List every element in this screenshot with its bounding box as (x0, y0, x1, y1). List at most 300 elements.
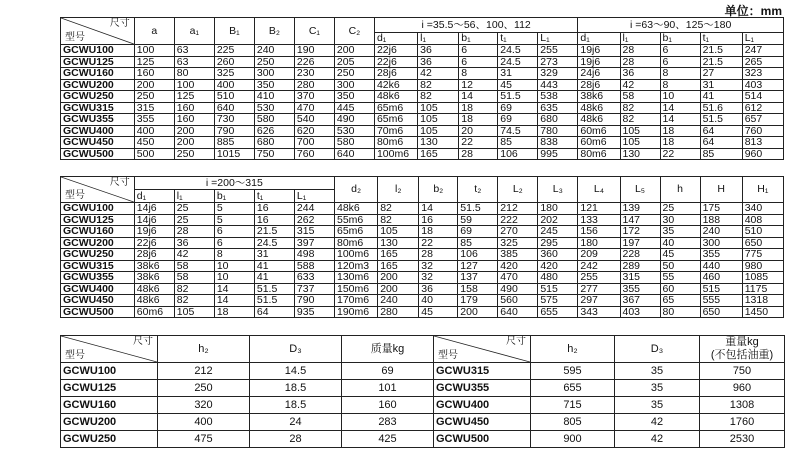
model-cell: GCWU200 (61, 79, 135, 91)
value-cell: 515 (538, 283, 578, 295)
table-row (61, 148, 784, 160)
value-cell: 18.5 (250, 397, 342, 414)
value-cell: 31 (700, 79, 742, 91)
value-cell: 130 (378, 237, 419, 249)
value-cell: 222 (498, 214, 538, 226)
value-cell: 19j6 (578, 56, 620, 68)
value-cell: 41 (254, 260, 294, 272)
value-cell: 32 (419, 260, 458, 272)
header-cell (700, 336, 785, 363)
model-cell: GCWU125 (61, 380, 158, 397)
value-cell: 790 (294, 295, 334, 307)
table-row (61, 45, 784, 57)
value-cell: 18 (660, 125, 700, 137)
value-cell: 58 (174, 260, 214, 272)
table-row (61, 283, 784, 295)
value-cell: 18 (459, 102, 498, 114)
model-cell: GCWU500 (434, 431, 531, 448)
value-cell: 63 (174, 45, 214, 57)
value-cell: 36 (620, 68, 660, 80)
table-row (61, 431, 785, 448)
value-cell: 51.5 (254, 283, 294, 295)
value-cell: 41 (700, 91, 742, 103)
value-cell: 65m6 (374, 102, 417, 114)
value-cell: 16 (254, 203, 294, 215)
table-2-body (61, 203, 784, 318)
value-cell: 367 (620, 295, 660, 307)
value-cell: 60m6 (578, 137, 620, 149)
value-cell: 225 (214, 45, 254, 57)
value-cell: 22j6 (374, 56, 417, 68)
value-cell: 45 (419, 306, 458, 318)
value-cell: 40 (419, 295, 458, 307)
value-cell: 10 (660, 91, 700, 103)
header-cell: l₂ (378, 177, 419, 203)
value-cell: 980 (742, 260, 783, 272)
value-cell: 42 (615, 431, 700, 448)
value-cell: 540 (294, 114, 334, 126)
value-cell: 36 (174, 237, 214, 249)
header-cell: t₂ (458, 177, 498, 203)
table-1-body (61, 45, 784, 160)
header-cell: h₂ (531, 336, 615, 363)
value-cell: 775 (742, 249, 783, 261)
corner-size-label: 尺寸 (133, 336, 153, 347)
value-cell: 247 (742, 45, 783, 57)
value-cell: 21.5 (700, 45, 742, 57)
model-cell: GCWU160 (61, 68, 135, 80)
value-cell: 65m6 (334, 226, 377, 238)
value-cell: 14 (660, 114, 700, 126)
value-cell: 730 (214, 114, 254, 126)
value-cell: 197 (620, 237, 660, 249)
value-cell: 230 (294, 68, 334, 80)
value-cell: 32 (419, 272, 458, 284)
value-cell: 8 (214, 249, 254, 261)
value-cell: 106 (498, 148, 538, 160)
model-cell: GCWU100 (61, 363, 158, 380)
value-cell: 250 (174, 148, 214, 160)
value-cell: 28j6 (134, 249, 174, 261)
model-cell: GCWU500 (61, 306, 135, 318)
value-cell: 14j6 (134, 203, 174, 215)
value-cell: 28 (620, 45, 660, 57)
value-cell: 5 (214, 214, 254, 226)
value-cell: 700 (294, 137, 334, 149)
value-cell: 100 (174, 79, 214, 91)
value-cell: 69 (342, 363, 434, 380)
value-cell: 315 (294, 226, 334, 238)
model-cell: GCWU100 (61, 45, 135, 57)
value-cell: 273 (538, 56, 578, 68)
weight-header-line2: (不包括油重) (710, 349, 774, 361)
table-row (61, 125, 784, 137)
value-cell: 470 (498, 272, 538, 284)
value-cell: 715 (531, 397, 615, 414)
value-cell: 105 (620, 137, 660, 149)
model-cell: GCWU500 (61, 148, 135, 160)
value-cell: 355 (134, 114, 174, 126)
table-row (61, 295, 784, 307)
value-cell: 813 (742, 137, 783, 149)
value-cell: 120m3 (334, 260, 377, 272)
value-cell: 760 (742, 125, 783, 137)
value-cell: 125 (174, 91, 214, 103)
value-cell: 209 (578, 249, 620, 261)
corner-size-label: 尺寸 (506, 336, 526, 347)
value-cell: 58 (620, 91, 660, 103)
value-cell: 24.5 (498, 45, 538, 57)
corner-header (434, 336, 531, 363)
value-cell: 105 (378, 226, 419, 238)
header-cell: L₅ (620, 177, 660, 203)
value-cell: 1450 (742, 306, 783, 318)
value-cell: 510 (742, 226, 783, 238)
value-cell: 655 (531, 380, 615, 397)
value-cell: 510 (214, 91, 254, 103)
header-cell: D₃ (615, 336, 700, 363)
value-cell: 42 (615, 414, 700, 431)
value-cell: 18 (459, 114, 498, 126)
value-cell: 18 (214, 306, 254, 318)
value-cell: 680 (538, 114, 578, 126)
sub-header-cell: b₁ (459, 33, 498, 45)
value-cell: 403 (620, 306, 660, 318)
value-cell: 960 (742, 148, 783, 160)
value-cell: 12 (459, 79, 498, 91)
table-row (61, 91, 784, 103)
model-cell: GCWU125 (61, 214, 135, 226)
model-cell: GCWU315 (434, 363, 531, 380)
value-cell: 130m6 (334, 272, 377, 284)
value-cell: 640 (498, 306, 538, 318)
value-cell: 750 (700, 363, 785, 380)
group-header: i =63～90、125～180 (578, 18, 784, 33)
value-cell: 514 (742, 91, 783, 103)
value-cell: 242 (578, 260, 620, 272)
table-row (61, 79, 784, 91)
value-cell: 48k6 (578, 102, 620, 114)
value-cell: 42 (620, 79, 660, 91)
value-cell: 36 (419, 283, 458, 295)
value-cell: 165 (378, 260, 419, 272)
value-cell: 24 (250, 414, 342, 431)
value-cell: 262 (294, 214, 334, 226)
value-cell: 125 (134, 56, 174, 68)
value-cell: 156 (578, 226, 620, 238)
unit-label: 单位：mm (724, 4, 782, 18)
value-cell: 400 (158, 414, 250, 431)
value-cell: 255 (578, 272, 620, 284)
value-cell: 790 (214, 125, 254, 137)
value-cell: 1175 (742, 283, 783, 295)
model-cell: GCWU355 (434, 380, 531, 397)
model-cell: GCWU400 (434, 397, 531, 414)
sub-header-cell: L₁ (538, 33, 578, 45)
value-cell: 48k6 (134, 295, 174, 307)
header-cell: d₂ (334, 177, 377, 203)
value-cell: 22 (660, 148, 700, 160)
value-cell: 650 (700, 306, 742, 318)
value-cell: 900 (531, 431, 615, 448)
table-row (61, 226, 784, 238)
value-cell: 403 (742, 79, 783, 91)
value-cell: 580 (334, 137, 374, 149)
value-cell: 18 (419, 226, 458, 238)
value-cell: 960 (700, 380, 785, 397)
value-cell: 21.5 (700, 56, 742, 68)
value-cell: 480 (538, 272, 578, 284)
value-cell: 25 (174, 214, 214, 226)
value-cell: 575 (538, 295, 578, 307)
value-cell: 6 (459, 56, 498, 68)
value-cell: 24.5 (254, 237, 294, 249)
value-cell: 626 (254, 125, 294, 137)
value-cell: 150m6 (334, 283, 377, 295)
value-cell: 22 (419, 237, 458, 249)
value-cell: 935 (294, 306, 334, 318)
value-cell: 620 (294, 125, 334, 137)
value-cell: 40 (660, 237, 700, 249)
value-cell: 397 (294, 237, 334, 249)
value-cell: 450 (134, 137, 174, 149)
value-cell: 588 (294, 260, 334, 272)
header-cell: b₂ (419, 177, 458, 203)
value-cell: 2530 (700, 431, 785, 448)
value-cell: 42k6 (374, 79, 417, 91)
value-cell: 780 (538, 125, 578, 137)
value-cell: 420 (498, 260, 538, 272)
value-cell: 25 (174, 203, 214, 215)
value-cell: 160 (342, 397, 434, 414)
value-cell: 640 (334, 148, 374, 160)
value-cell: 175 (700, 203, 742, 215)
value-cell: 10 (214, 272, 254, 284)
value-cell: 64 (700, 137, 742, 149)
value-cell: 82 (174, 295, 214, 307)
value-cell: 80m6 (334, 237, 377, 249)
corner-size-label: 尺寸 (109, 18, 130, 29)
table-row (61, 272, 784, 284)
value-cell: 51.5 (498, 91, 538, 103)
value-cell: 470 (294, 102, 334, 114)
value-cell: 200 (334, 45, 374, 57)
value-cell: 805 (531, 414, 615, 431)
value-cell: 38k6 (134, 272, 174, 284)
value-cell: 24j6 (578, 68, 620, 80)
value-cell: 995 (538, 148, 578, 160)
value-cell: 105 (174, 306, 214, 318)
value-cell: 1318 (742, 295, 783, 307)
sub-header-cell: b₁ (660, 33, 700, 45)
value-cell: 555 (700, 295, 742, 307)
value-cell: 100m6 (374, 148, 417, 160)
value-cell: 180 (538, 203, 578, 215)
model-cell: GCWU400 (61, 283, 135, 295)
value-cell: 5 (214, 203, 254, 215)
value-cell: 657 (742, 114, 783, 126)
value-cell: 245 (538, 226, 578, 238)
value-cell: 250 (158, 380, 250, 397)
table-row (61, 380, 785, 397)
value-cell: 280 (294, 79, 334, 91)
value-cell: 250 (254, 56, 294, 68)
sub-header-cell: d₁ (578, 33, 620, 45)
table-row (61, 363, 785, 380)
corner-size-label: 尺寸 (109, 177, 130, 188)
value-cell: 51.6 (700, 102, 742, 114)
value-cell: 410 (254, 91, 294, 103)
sub-header-cell: L₁ (742, 33, 783, 45)
header-cell: B₁ (214, 18, 254, 45)
value-cell: 36 (418, 45, 459, 57)
table-row (61, 68, 784, 80)
value-cell: 283 (342, 414, 434, 431)
value-cell: 51.5 (458, 203, 498, 215)
model-cell: GCWU355 (61, 114, 135, 126)
value-cell: 69 (458, 226, 498, 238)
value-cell: 6 (214, 226, 254, 238)
value-cell: 64 (254, 306, 294, 318)
header-cell: a₁ (174, 18, 214, 45)
value-cell: 137 (458, 272, 498, 284)
value-cell: 20 (459, 125, 498, 137)
value-cell: 10 (214, 260, 254, 272)
value-cell: 82 (418, 91, 459, 103)
value-cell: 14 (459, 91, 498, 103)
value-cell: 355 (700, 249, 742, 261)
model-cell: GCWU450 (61, 137, 135, 149)
model-cell: GCWU315 (61, 260, 135, 272)
value-cell: 31 (498, 68, 538, 80)
value-cell: 65m6 (374, 114, 417, 126)
value-cell: 60 (660, 283, 700, 295)
value-cell: 82 (378, 203, 419, 215)
value-cell: 200 (174, 137, 214, 149)
value-cell: 315 (134, 102, 174, 114)
value-cell: 1308 (700, 397, 785, 414)
value-cell: 440 (700, 260, 742, 272)
value-cell: 101 (342, 380, 434, 397)
value-cell: 85 (458, 237, 498, 249)
weight-header-line1: 重量kg (725, 336, 759, 349)
value-cell: 270 (498, 226, 538, 238)
value-cell: 200 (378, 272, 419, 284)
value-cell: 160 (134, 68, 174, 80)
value-cell: 1085 (742, 272, 783, 284)
value-cell: 329 (538, 68, 578, 80)
model-cell: GCWU160 (61, 226, 135, 238)
value-cell: 147 (620, 214, 660, 226)
value-cell: 190m6 (334, 306, 377, 318)
value-cell: 82 (620, 102, 660, 114)
value-cell: 277 (578, 283, 620, 295)
value-cell: 28 (174, 226, 214, 238)
value-cell: 35 (615, 397, 700, 414)
value-cell: 633 (294, 272, 334, 284)
value-cell: 179 (458, 295, 498, 307)
value-cell: 80 (174, 68, 214, 80)
sub-header-cell: d₁ (374, 33, 417, 45)
value-cell: 28 (250, 431, 342, 448)
value-cell: 188 (700, 214, 742, 226)
value-cell: 300 (700, 237, 742, 249)
value-cell: 18.5 (250, 380, 342, 397)
value-cell: 38k6 (134, 260, 174, 272)
value-cell: 100 (134, 45, 174, 57)
value-cell: 35 (615, 380, 700, 397)
header-cell: L₃ (538, 177, 578, 203)
value-cell: 16 (254, 214, 294, 226)
table-row (61, 137, 784, 149)
value-cell: 6 (214, 237, 254, 249)
value-cell: 370 (294, 91, 334, 103)
value-cell: 425 (342, 431, 434, 448)
value-cell: 65 (660, 295, 700, 307)
value-cell: 490 (498, 283, 538, 295)
value-cell: 121 (578, 203, 620, 215)
sub-header-cell: l₁ (418, 33, 459, 45)
header-cell: B₂ (254, 18, 294, 45)
value-cell: 18 (660, 137, 700, 149)
value-cell: 280 (378, 306, 419, 318)
value-cell: 475 (158, 431, 250, 448)
value-cell: 38k6 (578, 91, 620, 103)
value-cell: 244 (294, 203, 334, 215)
value-cell: 325 (498, 237, 538, 249)
dimension-table-1 (60, 17, 784, 160)
value-cell: 28j6 (374, 68, 417, 80)
header-cell: 质量kg (342, 336, 434, 363)
value-cell: 45 (660, 249, 700, 261)
sub-header-cell: b₁ (214, 190, 254, 203)
value-cell: 82 (174, 283, 214, 295)
value-cell: 300 (254, 68, 294, 80)
table-row (61, 414, 785, 431)
value-cell: 640 (214, 102, 254, 114)
model-cell: GCWU250 (61, 249, 135, 261)
sub-header-cell: l₁ (620, 33, 660, 45)
sub-header-cell: t₁ (700, 33, 742, 45)
value-cell: 420 (538, 260, 578, 272)
value-cell: 85 (498, 137, 538, 149)
model-cell: GCWU450 (434, 414, 531, 431)
value-cell: 69 (498, 102, 538, 114)
value-cell: 41 (254, 272, 294, 284)
value-cell: 45 (498, 79, 538, 91)
value-cell: 48k6 (334, 203, 377, 215)
sub-header-cell: t₁ (254, 190, 294, 203)
value-cell: 160 (174, 114, 214, 126)
value-cell: 320 (158, 397, 250, 414)
table-row (61, 56, 784, 68)
value-cell: 22j6 (374, 45, 417, 57)
model-cell: GCWU160 (61, 397, 158, 414)
value-cell: 265 (742, 56, 783, 68)
value-cell: 25 (660, 203, 700, 215)
value-cell: 14j6 (134, 214, 174, 226)
value-cell: 250 (134, 91, 174, 103)
model-cell: GCWU450 (61, 295, 135, 307)
value-cell: 343 (578, 306, 620, 318)
value-cell: 737 (294, 283, 334, 295)
value-cell: 16 (419, 214, 458, 226)
value-cell: 212 (158, 363, 250, 380)
value-cell: 139 (620, 203, 660, 215)
value-cell: 445 (334, 102, 374, 114)
model-cell: GCWU200 (61, 237, 135, 249)
sub-header-cell: l₁ (174, 190, 214, 203)
